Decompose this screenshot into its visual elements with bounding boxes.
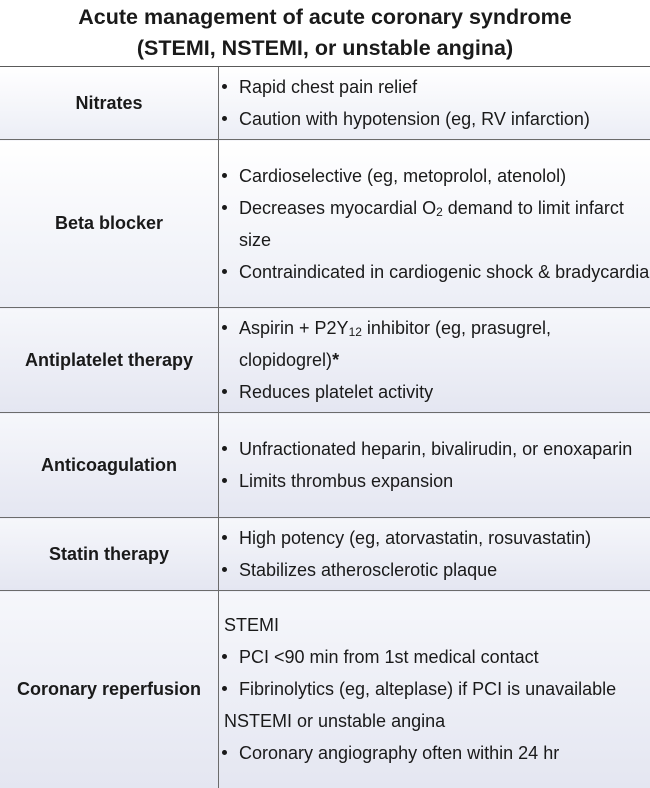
list-item: Stabilizes atherosclerotic plaque (221, 554, 650, 586)
bullet-icon (222, 173, 227, 178)
bullet-list (221, 71, 650, 135)
bullet-icon (222, 750, 227, 755)
list-item: High potency (eg, atorvastatin, rosuvastatin) (221, 522, 650, 554)
list-item: Limits thrombus expansion (221, 465, 650, 497)
list-item: Coronary angiography often within 24 hr (221, 737, 650, 769)
list-item: Unfractionated heparin, bivalirudin, or enoxaparin (221, 433, 650, 465)
row-label: Beta blocker (0, 140, 219, 308)
list-item: Aspirin + $P2Y_{12}$ inhibitor (eg, prasugrel, clopidogrel)* (221, 312, 650, 376)
row-label: Coronary reperfusion (0, 591, 219, 788)
title-line-2: (STEMI, NSTEMI, or unstable angina) (137, 33, 513, 64)
list-item: Caution with hypotension (eg, RV infarction) (221, 103, 650, 135)
group-heading-stemi: STEMI (221, 609, 650, 641)
table-row-reperfusion (0, 591, 650, 788)
list-item: Contraindicated in cardiogenic shock & bradycardia (221, 256, 650, 288)
footnote-asterisk: * (332, 350, 339, 370)
bullet-icon (222, 269, 227, 274)
bullet-icon (222, 389, 227, 394)
list-item: Decreases myocardial $O_2$ demand to limit infarct size (221, 192, 650, 256)
table-row-anticoagulation (0, 413, 650, 518)
bullet-icon (222, 686, 227, 691)
table-title (0, 0, 650, 67)
row-content (219, 308, 650, 413)
list-item: Reduces platelet activity (221, 376, 650, 408)
bullet-icon (222, 116, 227, 121)
row-content (219, 140, 650, 308)
row-label: Anticoagulation (0, 413, 219, 518)
list-item: Rapid chest pain relief (221, 71, 650, 103)
bullet-list (221, 737, 650, 769)
list-item: Fibrinolytics (eg, alteplase) if PCI is unavailable (221, 673, 650, 705)
bullet-icon (222, 535, 227, 540)
list-item: Cardioselective (eg, metoprolol, atenolol) (221, 160, 650, 192)
bullet-icon (222, 567, 227, 572)
bullet-list (221, 312, 650, 408)
table-row-nitrates (0, 67, 650, 140)
table-row-statin (0, 518, 650, 591)
bullet-icon (222, 446, 227, 451)
title-line-1: Acute management of acute coronary syndrome (78, 2, 571, 33)
group-heading-nstemi: NSTEMI or unstable angina (221, 705, 650, 737)
bullet-icon (222, 325, 227, 330)
list-item: PCI <90 min from 1st medical contact (221, 641, 650, 673)
bullet-icon (222, 205, 227, 210)
bullet-icon (222, 478, 227, 483)
management-table (0, 67, 650, 788)
row-content (219, 413, 650, 518)
bullet-list (221, 522, 650, 586)
row-label: Statin therapy (0, 518, 219, 591)
table-row-antiplatelet (0, 308, 650, 413)
bullet-icon (222, 84, 227, 89)
row-label: Antiplatelet therapy (0, 308, 219, 413)
bullet-list (221, 160, 650, 288)
row-label: Nitrates (0, 67, 219, 140)
bullet-list (221, 433, 650, 497)
row-content (219, 518, 650, 591)
row-content (219, 67, 650, 140)
row-content (219, 591, 650, 788)
bullet-list (221, 641, 650, 705)
table-row-beta-blocker (0, 140, 650, 308)
bullet-icon (222, 654, 227, 659)
